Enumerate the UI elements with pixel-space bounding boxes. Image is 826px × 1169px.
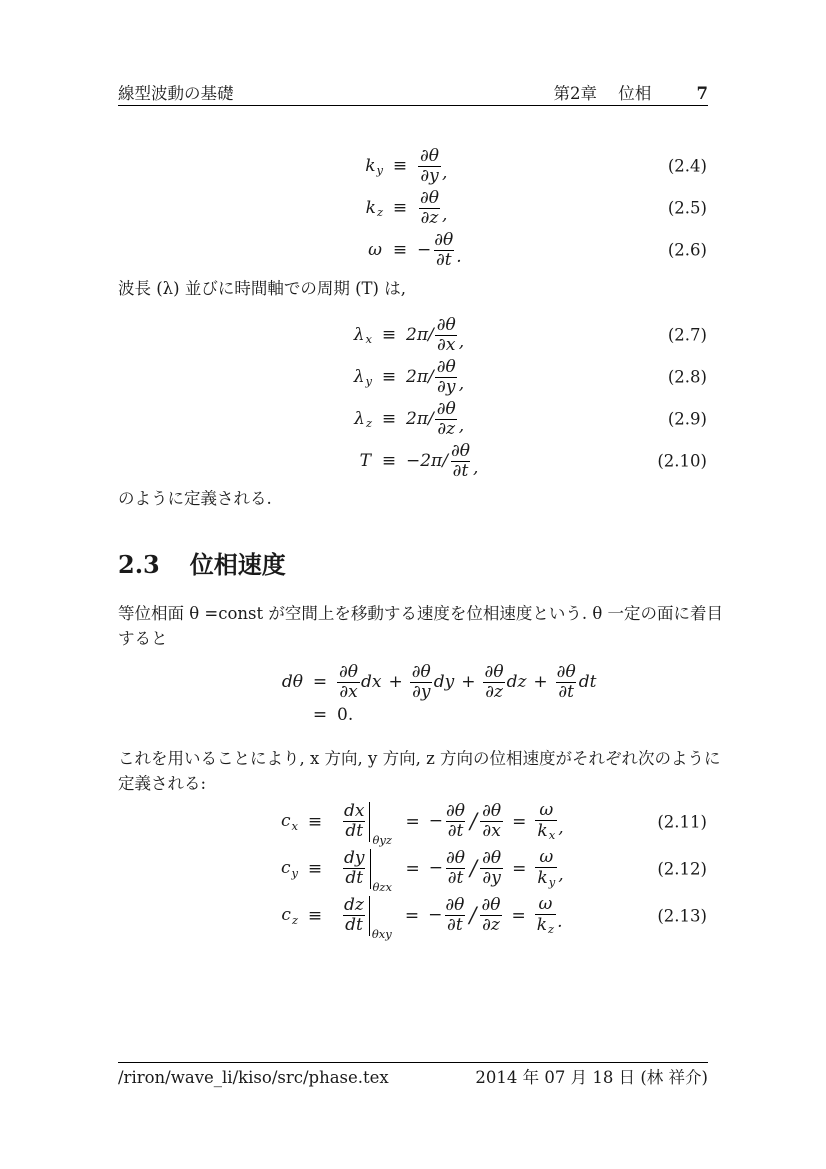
math-punctuation: , — [473, 457, 479, 478]
page-number: 7 — [696, 84, 708, 103]
fraction — [480, 850, 503, 887]
math-symbol: k — [365, 197, 376, 218]
fraction-numerator: ∂θ — [482, 801, 502, 821]
equation-lhs — [118, 408, 372, 431]
equiv-symbol: ≡ — [307, 858, 323, 879]
section-heading — [118, 549, 286, 581]
fraction-denominator: ∂z — [420, 207, 439, 228]
footer-date-author: 2014 年 07 月 18 日 (林 祥介) — [475, 1068, 708, 1087]
math-punctuation: , — [558, 865, 564, 885]
fraction — [342, 803, 366, 840]
fraction — [435, 356, 458, 397]
equation-lhs — [118, 239, 383, 260]
equation-row — [118, 440, 707, 482]
equals-symbol: = — [312, 705, 328, 725]
section-number: 2.3 — [118, 550, 160, 579]
equiv-symbol: ≡ — [307, 905, 323, 926]
bar-subscript: θyz — [372, 832, 392, 847]
equiv-symbol: ≡ — [381, 409, 397, 429]
fraction-numerator: ∂θ — [339, 661, 359, 682]
fraction — [342, 897, 366, 934]
equation-lhs — [118, 811, 298, 833]
math-differential: dt — [578, 671, 597, 692]
math-punctuation: , — [458, 331, 465, 352]
fraction-numerator: dx — [344, 801, 365, 821]
math-differential: dy — [433, 671, 455, 692]
fraction-numerator: dy — [344, 848, 365, 868]
math-symbol: k — [537, 821, 548, 842]
equation-number: (2.11) — [657, 812, 707, 831]
equation-rhs — [332, 800, 707, 847]
math-punctuation: , — [442, 162, 448, 183]
math-subscript: z — [376, 205, 383, 220]
fraction-denominator: ∂y — [412, 681, 431, 702]
paragraph-line: のように定義される. — [118, 489, 272, 508]
paragraph-wavelength — [118, 276, 718, 301]
plus-symbol: + — [533, 672, 548, 692]
math-prefix: − — [417, 239, 432, 260]
math-differential: dx — [361, 671, 382, 692]
section-title: 位相速度 — [189, 550, 286, 579]
fraction-denominator — [535, 820, 557, 843]
math-symbol: c — [280, 811, 291, 831]
page-header — [118, 84, 708, 104]
fraction-numerator: ω — [539, 800, 554, 821]
plus-symbol: + — [388, 672, 403, 692]
minus-symbol: − — [428, 858, 443, 878]
paragraph-defined — [118, 486, 718, 511]
equation-lhs — [118, 671, 303, 692]
equation-row — [118, 661, 707, 703]
fraction-numerator: ∂θ — [556, 661, 576, 682]
math-punctuation: , — [458, 415, 465, 436]
fraction-numerator: ∂θ — [445, 895, 465, 915]
fraction-denominator: dt — [345, 915, 363, 935]
equation-number: (2.8) — [667, 367, 707, 387]
fraction-denominator: dt — [345, 821, 364, 841]
math-prefix: 2π/ — [406, 324, 434, 345]
equation-number: (2.9) — [667, 409, 707, 429]
fraction-denominator: ∂z — [482, 915, 500, 935]
equation-rhs — [406, 314, 707, 355]
equation-rhs — [406, 356, 707, 397]
fraction-numerator: ∂θ — [482, 848, 502, 868]
math-subscript: y — [376, 163, 383, 178]
fraction-denominator: ∂t — [447, 868, 464, 888]
fraction-numerator: ∂θ — [450, 440, 470, 461]
slash-symbol: / — [470, 809, 478, 833]
fraction — [535, 800, 557, 843]
fraction — [555, 661, 578, 702]
fraction — [410, 661, 433, 702]
math-symbol: T — [359, 450, 371, 471]
fraction — [435, 314, 458, 355]
fraction-denominator: ∂y — [437, 376, 456, 397]
math-symbol: k — [536, 915, 548, 936]
equiv-symbol: ≡ — [381, 325, 397, 345]
equation-lhs — [118, 450, 372, 471]
slash-symbol: / — [470, 856, 478, 880]
equation-row — [118, 703, 707, 727]
equiv-symbol: ≡ — [392, 156, 408, 176]
math-symbol: c — [280, 858, 291, 878]
page-footer — [118, 1068, 708, 1088]
equation-lhs — [118, 366, 372, 389]
fraction-numerator: ∂θ — [436, 356, 456, 377]
fraction-numerator: ∂θ — [420, 187, 440, 208]
math-symbol: k — [365, 155, 376, 176]
equation-block-k — [118, 145, 707, 271]
paragraph-phase-speed — [118, 601, 724, 651]
fraction — [444, 850, 467, 887]
equals-symbol: = — [511, 905, 526, 926]
math-subscript: x — [291, 818, 298, 833]
math-symbol: c — [281, 905, 291, 925]
math-punctuation: , — [558, 818, 564, 838]
equation-rhs — [406, 398, 707, 439]
equals-symbol: = — [405, 858, 420, 879]
equation-lhs — [118, 197, 383, 220]
fraction-numerator: ∂θ — [434, 229, 454, 250]
minus-symbol: − — [428, 905, 443, 925]
equation-number: (2.13) — [657, 906, 707, 925]
equation-number: (2.6) — [667, 240, 707, 260]
equation-number: (2.4) — [667, 156, 707, 176]
equation-lhs — [118, 324, 372, 347]
equation-row — [118, 229, 707, 271]
math-subscript: z — [291, 912, 298, 927]
equals-symbol: = — [512, 858, 527, 879]
equation-row — [118, 187, 707, 229]
evaluation-bar — [369, 802, 392, 847]
header-rule — [118, 105, 708, 106]
equation-row — [118, 798, 707, 845]
math-symbol: k — [537, 868, 548, 889]
math-subscript: z — [365, 416, 372, 431]
math-differential: dz — [506, 671, 527, 692]
equation-rhs — [332, 894, 707, 941]
equiv-symbol: ≡ — [381, 451, 397, 471]
paragraph-line: 波長 (λ) 並びに時間軸での周期 (T) は, — [118, 279, 406, 298]
fraction — [443, 897, 466, 934]
fraction-denominator: ∂t — [452, 460, 469, 481]
equals-symbol: = — [405, 811, 420, 832]
equals-symbol: = — [312, 672, 328, 692]
fraction — [435, 398, 458, 439]
fraction-numerator: dz — [344, 895, 364, 915]
equiv-symbol: ≡ — [392, 198, 408, 218]
fraction — [418, 187, 441, 228]
math-subscript: y — [365, 374, 372, 389]
math-punctuation: . — [557, 912, 563, 932]
bar-subscript: θxy — [371, 926, 392, 941]
equiv-symbol: ≡ — [392, 240, 408, 260]
paragraph-usage — [118, 746, 721, 796]
header-book-title: 線型波動の基礎 — [118, 84, 234, 103]
fraction-denominator: ∂x — [482, 821, 501, 841]
fraction-numerator: ∂θ — [411, 661, 431, 682]
equation-number: (2.10) — [657, 451, 707, 471]
equiv-symbol: ≡ — [381, 367, 397, 387]
fraction-numerator: ω — [539, 847, 554, 868]
math-punctuation: . — [456, 246, 462, 267]
equation-lhs — [118, 155, 383, 178]
paragraph-line: 等位相面 θ =const が空間上を移動する速度を位相速度という. θ 一定の面に着目 — [118, 604, 724, 623]
fraction-denominator: ∂x — [437, 334, 456, 355]
fraction — [480, 803, 503, 840]
equation-block-lambda — [118, 314, 707, 482]
fraction — [479, 897, 502, 934]
bar-subscript: θzx — [372, 879, 392, 894]
fraction-denominator: ∂t — [435, 249, 452, 270]
math-symbol: λ — [353, 366, 365, 387]
fraction-numerator: ∂θ — [436, 314, 456, 335]
fraction-numerator: ω — [538, 894, 553, 915]
paragraph-line: すると — [118, 629, 168, 648]
fraction-denominator: ∂y — [420, 165, 439, 186]
fraction — [535, 894, 556, 937]
equation-row — [118, 892, 707, 939]
paragraph-line: 定義される: — [118, 774, 207, 793]
fraction-denominator: ∂t — [447, 915, 463, 935]
equation-rhs — [337, 705, 707, 725]
math-symbol: ω — [368, 239, 382, 260]
equals-symbol: = — [512, 811, 527, 832]
math-subscript: y — [548, 875, 556, 890]
math-subscript: x — [548, 828, 556, 843]
math-value: 0. — [337, 705, 354, 725]
equation-row — [118, 314, 707, 356]
footer-file-path: /riron/wave_li/kiso/src/phase.tex — [118, 1068, 389, 1087]
fraction — [483, 661, 506, 702]
header-right — [554, 84, 708, 104]
equation-rhs — [417, 187, 707, 228]
math-subscript: z — [548, 922, 555, 937]
math-subscript: x — [365, 332, 372, 347]
fraction-denominator — [535, 914, 556, 937]
evaluation-bar — [369, 896, 392, 941]
paragraph-line: これを用いることにより, x 方向, y 方向, z 方向の位相速度がそれぞれ次のように — [118, 749, 721, 768]
fraction-denominator: ∂x — [339, 681, 358, 702]
math-symbol: dθ — [281, 671, 303, 692]
fraction — [337, 661, 360, 702]
equation-block-phase-speed — [118, 798, 707, 939]
equation-row — [118, 145, 707, 187]
equation-number: (2.7) — [667, 325, 707, 345]
equation-rhs — [332, 847, 707, 894]
equiv-symbol: ≡ — [307, 811, 323, 832]
fraction-numerator: ∂θ — [446, 848, 466, 868]
equation-rhs — [337, 661, 707, 702]
fraction-numerator: ∂θ — [481, 895, 501, 915]
math-punctuation: , — [458, 373, 465, 394]
fraction-denominator: ∂z — [485, 681, 503, 702]
minus-symbol: − — [428, 811, 443, 831]
footer-rule — [118, 1062, 708, 1063]
fraction-denominator: ∂z — [437, 418, 456, 439]
math-symbol: λ — [354, 408, 365, 429]
fraction — [444, 803, 467, 840]
fraction — [342, 850, 367, 887]
fraction-numerator: ∂θ — [436, 398, 456, 419]
fraction-numerator: ∂θ — [484, 661, 504, 682]
header-chapter-label: 第2章 — [553, 84, 598, 103]
fraction — [449, 440, 472, 481]
fraction — [418, 145, 441, 186]
math-subscript: y — [291, 865, 298, 880]
fraction — [535, 847, 557, 890]
math-symbol: λ — [353, 324, 365, 345]
plus-symbol: + — [461, 672, 476, 692]
math-prefix: 2π/ — [406, 408, 434, 429]
equation-rhs — [417, 145, 707, 186]
fraction-denominator: ∂y — [482, 868, 501, 888]
fraction-denominator — [535, 867, 557, 890]
fraction-numerator: ∂θ — [420, 145, 440, 166]
fraction — [432, 229, 455, 270]
math-punctuation: , — [442, 204, 448, 225]
fraction-numerator: ∂θ — [445, 801, 466, 821]
slash-symbol: / — [469, 903, 477, 927]
equation-row — [118, 356, 707, 398]
equation-lhs — [118, 905, 298, 927]
evaluation-bar — [370, 849, 392, 894]
fraction-denominator: ∂t — [447, 821, 464, 841]
equation-block-dtheta — [118, 661, 707, 727]
equation-rhs — [417, 229, 707, 270]
equation-number: (2.12) — [657, 859, 707, 878]
equation-number: (2.5) — [667, 198, 707, 218]
equals-symbol: = — [404, 905, 420, 926]
equation-lhs — [118, 858, 298, 880]
header-chapter-title: 位相 — [618, 84, 652, 103]
equation-row — [118, 845, 707, 892]
equation-row — [118, 398, 707, 440]
fraction-denominator: dt — [345, 868, 364, 888]
math-prefix: 2π/ — [406, 366, 434, 387]
math-prefix: −2π/ — [406, 450, 448, 471]
fraction-denominator: ∂t — [558, 681, 574, 702]
